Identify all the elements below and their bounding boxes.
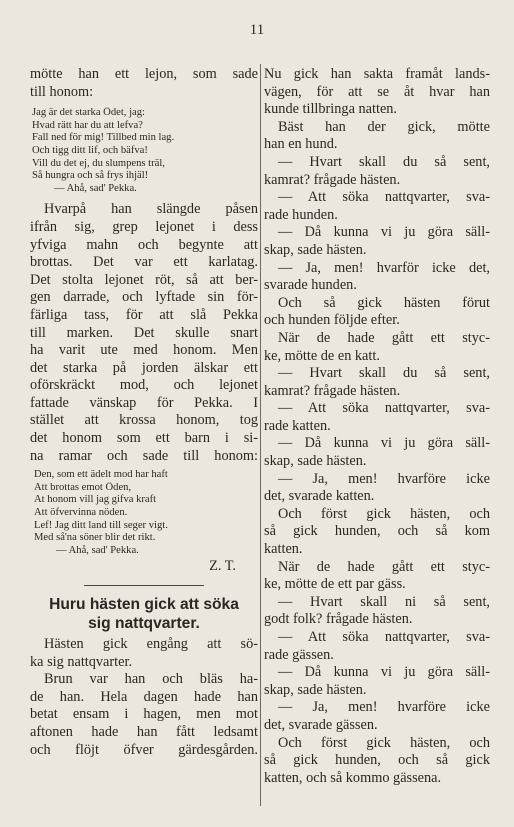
text-line: Det stolta lejonet röt, så att ber- [30,271,258,288]
text-line: Hästen gick engång att sö- [44,636,258,652]
verse-line: Jag är det starka Ödet, jag: [32,107,145,119]
text-line: Och så gick hästen förut [278,294,490,311]
verse-signoff: — Ahå, sad' Pekka. [56,544,139,556]
text-line: Brun var han och bläs ha- [44,671,258,688]
text-line: det, svarade gässen. [264,716,378,733]
verse-line: Den, som ett ädelt mod har haft [34,469,168,481]
text-line: — Ja, men! hvarför icke det, [278,259,490,276]
verse-line: At honom vill jag gifva kraft [34,494,157,506]
page-number: 11 [249,22,265,38]
text-line: — Att söka nattqvarter, sva- [278,629,490,645]
text-line: svarade hunden. [264,277,357,294]
text-line: och flöjt öfver gärdesgården. [30,741,258,758]
text-line: skap, sade hästen. [264,453,367,470]
text-line: skap, sade hästen. [264,681,367,698]
text-line: ifrån sig, grep lejonet i dess [30,218,258,235]
text-line: vägen, för att se åt hvar han [264,83,490,100]
text-line: så gick hunden, och så kom [264,523,490,540]
text-line: gen darrade, och lyftade sin för- [30,289,258,306]
text-line: — Ja, men! hvarföre icke [278,470,490,487]
text-line: ke, mötte de ett par gäss. [264,576,406,593]
text-line: — Hvart skall du så sent, [278,153,490,170]
verse-line: Att öfvervinna nöden. [34,507,128,519]
text-line: Nu gick han sakta framåt lands- [264,66,490,82]
text-line: — Hvart skall ni så sent, [278,593,490,610]
text-line: godt folk? frågade hästen. [264,611,413,628]
text-line: yfviga mahn och begynte att [30,236,258,253]
verse-line: Lef! Jag ditt land till seger vigt. [34,519,168,531]
verse-line: Att brottas emot Öden, [34,481,132,493]
text-line: brottas. Det var ett karlatag. [30,254,258,271]
heading-line: Huru hästen gick att söka [49,596,239,613]
text-line: Hvarpå han slängde påsen [44,201,258,218]
text-line: betat ensam i hagen, men mot [30,706,258,723]
text-line: aftonen hade han fått ledsamt [30,723,258,740]
text-line: — Då kunna vi ju göra säll- [278,664,490,681]
text-line: na ramar och sade till honom: [30,447,258,464]
text-line: — Då kunna vi ju göra säll- [278,224,490,241]
author-signature: Z. T. [209,558,236,575]
text-line: oförskräckt mod, och lejonet [30,377,258,394]
verse-line: Hvad rätt har du att lefva? [32,119,143,131]
text-line: ha varit ute med honom. Men [30,342,258,359]
section-divider [84,585,204,586]
verse-line: Med så'na söner blir det rikt. [34,532,156,544]
text-line: det starka på jorden älskar ett [30,359,258,376]
text-line: katten. [264,541,303,558]
text-line: — Hvart skall du så sent, [278,365,490,382]
heading-line: sig nattqvarter. [88,615,200,632]
text-line: ke, mötte de en katt. [264,347,380,364]
column-rule [260,64,261,806]
text-line: — Att söka nattqvarter, sva- [278,189,490,206]
text-line: katten, och så kommo gässena. [264,769,442,786]
text-line: rade katten. [264,417,331,434]
text-line: skap, sade hästen. [264,241,367,258]
text-line: stället att krossa honom, tog [30,412,258,429]
text-line: så gick hunden, och så gick [264,752,490,769]
text-line: — Ja, men! hvarföre icke [278,699,490,716]
text-line: ka sig nattqvarter. [30,653,133,670]
text-line: När de hade gått ett styc- [278,329,490,346]
text-line: rade gässen. [264,646,334,663]
verse-line: Vill du det ej, du slumpens träl, [32,157,165,169]
text-line: till marken. Det skulle snart [30,324,258,341]
text-line: Och först gick hästen, och [278,505,490,522]
text-line: — Då kunna vi ju göra säll- [278,435,490,452]
left-column [30,66,258,759]
verse-line: Fall ned för mig! Tillbed min lag. [32,132,175,144]
text-line: rade hunden. [264,206,338,223]
text-line: det, svarade katten. [264,488,375,505]
text-line: de han. Hela dagen hade han [30,688,258,705]
text-line: kamrat? frågade hästen. [264,171,401,188]
text-line: och hunden följde efter. [264,312,400,329]
verse-line: Och tigg ditt lif, och bäfva! [32,144,148,156]
text-line: kamrat? frågade hästen. [264,382,401,399]
verse-block [30,107,258,195]
text-line: han en hund. [264,136,338,153]
right-column [264,66,490,787]
text-line: När de hade gått ett styc- [278,558,490,575]
text-line: Bäst han der gick, mötte [278,118,490,135]
text-line: fattade vänskap för Pekka. I [30,394,258,411]
text-line: till honom: [30,83,94,100]
story-heading [30,595,258,633]
verse-block [30,469,258,557]
text-line: det honom som ett barn i si- [30,430,258,447]
verse-signoff: — Ahå, sad' Pekka. [54,182,137,194]
verse-line: Så hungra och så frys ihjäl! [32,170,149,182]
text-line: — Att söka nattqvarter, sva- [278,400,490,417]
text-line: färliga tass, för att slå Pekka [30,306,258,323]
text-line: mötte han ett lejon, som sade [30,66,258,82]
text-line: kunde tillbringa natten. [264,101,398,118]
text-line: Och först gick hästen, och [278,734,490,751]
